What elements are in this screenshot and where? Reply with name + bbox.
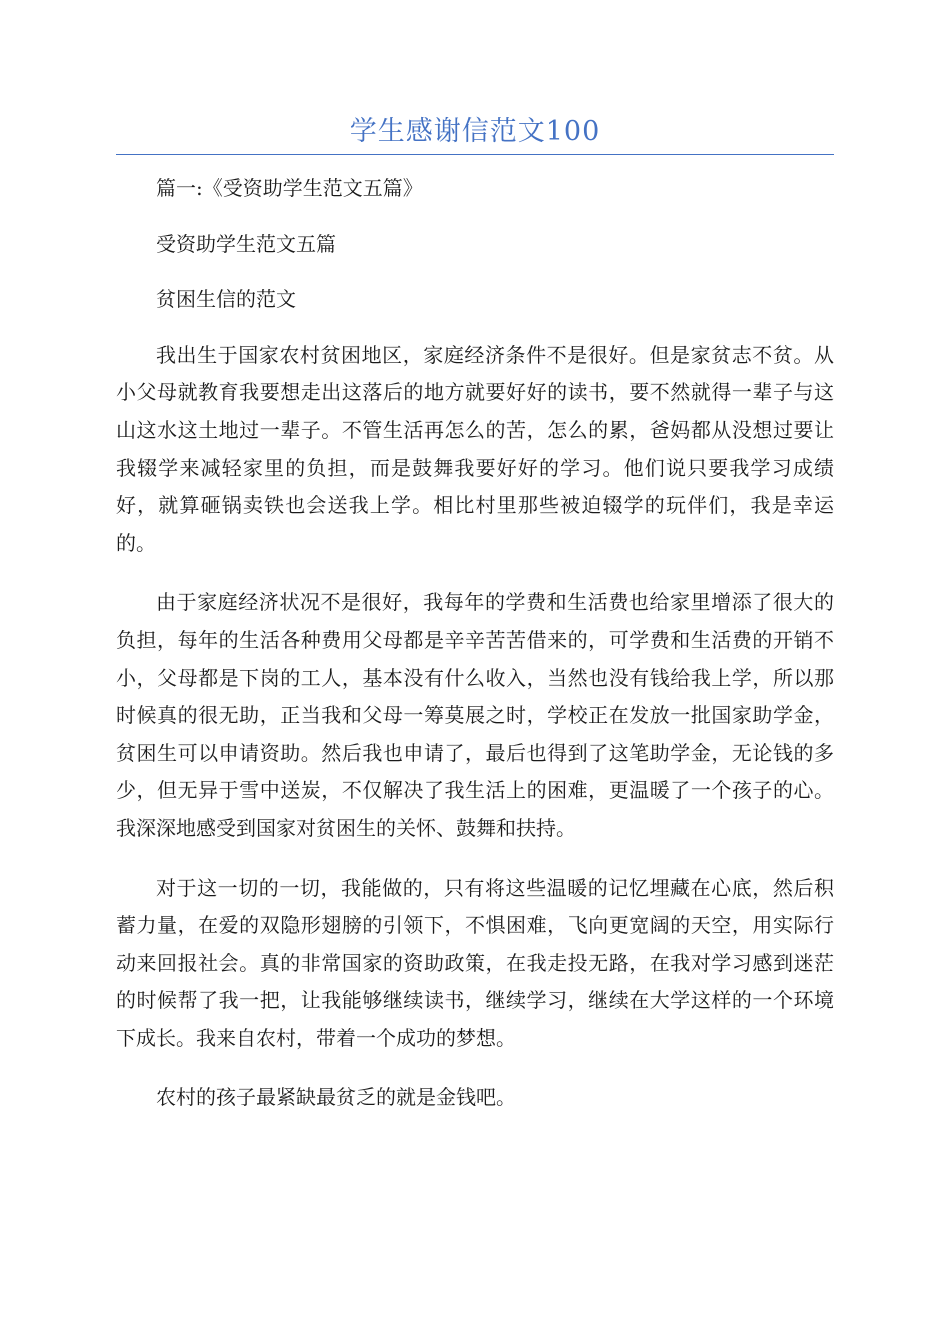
subtitle: 受资助学生范文五篇 bbox=[156, 231, 336, 256]
body-paragraph: 农村的孩子最紧缺最贫乏的就是金钱吧。 bbox=[156, 1085, 516, 1110]
title-underline bbox=[116, 154, 834, 155]
document-title: 学生感谢信范文100 bbox=[349, 116, 601, 147]
body-paragraph: 由于家庭经济状况不是很好，我每年的学费和生活费也给家里增添了很大的负担，每年的生活各种费用父母都是辛辛苦苦借来的，可学费和生活费的开销不小，父母都是下岗的工人，基本没有什么收入，当然也没有钱给我上学，所以那时候真的很无助，正当我和父母一筹莫展之时，学校正在发放一批国家助学金，贫困生可以申请资助。然后我也申请了，最后也得到了这笔助学金，无论钱的多少，但无异于雪中送炭，不仅解决了我生活上的困难，更温暖了一个孩子的心。我深深地感受到国家对贫困生的关怀、鼓舞和扶持。 bbox=[116, 590, 834, 840]
body-paragraph: 对于这一切的一切，我能做的，只有将这些温暖的记忆埋藏在心底，然后积蓄力量，在爱的双隐形翅膀的引领下，不惧困难，飞向更宽阔的天空，用实际行动来回报社会。真的非常国家的资助政策，在我走投无路，在我对学习感到迷茫的时候帮了我一把，让我能够继续读书，继续学习，继续在大学这样的一个环境下成长。我来自农村，带着一个成功的梦想。 bbox=[116, 875, 834, 1050]
document-body bbox=[116, 170, 834, 1139]
section-heading: 篇一:《受资助学生范文五篇》 bbox=[156, 176, 423, 200]
body-paragraph: 我出生于国家农村贫困地区，家庭经济条件不是很好。但是家贫志不贫。从小父母就教育我要想走出这落后的地方就要好好的读书，要不然就得一辈子与这山这水这土地过一辈子。不管生活再怎么的苦，怎么的累，爸妈都从没想过要让我辍学来减轻家里的负担，而是鼓舞我要好好的学习。他们说只要我学习成绩好，就算砸锅卖铁也会送我上学。相比村里那些被迫辍学的玩伴们，我是幸运的。 bbox=[116, 342, 834, 555]
letter-heading: 贫困生信的范文 bbox=[156, 287, 296, 312]
